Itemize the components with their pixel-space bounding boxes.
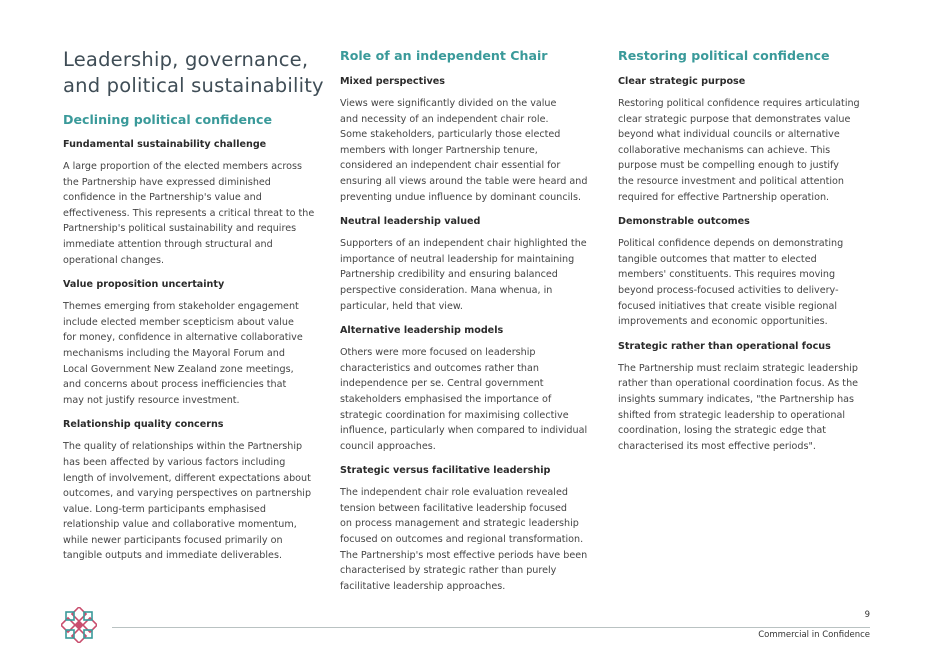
paragraph-fundamental-sustainability-challenge: A large proportion of the elected members across the Partnership have expressed diminished confidence in the Partnership's value and effectiveness. This represents a critical threat to the Partnership's political sustainability and requires immediate attention through structural and operational changes. [63, 161, 315, 266]
column-1 [63, 44, 325, 573]
paragraph-clear-strategic-purpose: Restoring political confidence requires articulating clear strategic purpose that demonstrates value beyond what individual councils or alternative collaborative mechanisms can achieve. This purpose must be compelling enough to justify the resource investment and political attention required for effective Partnership operation. [618, 98, 860, 203]
paragraph-demonstrable-outcomes: Political confidence depends on demonstrating tangible outcomes that matter to elected members' constituents. This requires moving beyond process-focused activities to delivery- focused initiatives that create visible regional improvements and economic opportunities. [618, 238, 844, 328]
section-heading-restoring-political-confidence: Restoring political confidence [618, 48, 830, 63]
paragraph-mixed-perspectives: Views were significantly divided on the value and necessity of an independent chair role. Some stakeholders, particularly those elected members with longer Partnership tenure, considered an independent chair essential for ensuring all views around the table were heard and preventing undue influence by dominant councils. [340, 98, 588, 203]
paragraph-strategic-versus-facilitative-leadership: The independent chair role evaluation revealed tension between facilitative leadership focused on process management and strategic leadership focused on outcomes and regional transformation. The Partnership's most effective periods have been characterised by strategic rather than purely facilitative leadership approaches. [340, 487, 588, 592]
subheading-value-proposition-uncertainty: Value proposition uncertainty [63, 279, 225, 291]
paragraph-alternative-leadership-models: Others were more focused on leadership characteristics and outcomes rather than independence per se. Central government stakeholders emphasised the importance of strategic coordination for maximising collective influence, particularly when compared to individual council approaches. [340, 347, 588, 452]
paragraph-strategic-rather-than-operational-focus: The Partnership must reclaim strategic leadership rather than operational coordination focus. As the insights summary indicates, "the Partnership has shifted from strategic leadership to operational coordination, losing the strategic edge that characterised its most effective periods". [618, 362, 859, 452]
logo-mark [61, 607, 97, 643]
logo-icon [61, 607, 97, 643]
subheading-clear-strategic-purpose: Clear strategic purpose [618, 76, 746, 87]
page-title: Leadership, governance, and political sustainability [63, 48, 324, 97]
column-3 [618, 44, 880, 463]
page-number: 9 [864, 610, 870, 620]
section-heading-declining-political-confidence: Declining political confidence [63, 112, 272, 127]
subheading-strategic-versus-facilitative-leadership: Strategic versus facilitative leadership [340, 465, 551, 477]
subheading-mixed-perspectives: Mixed perspectives [340, 76, 445, 87]
paragraph-neutral-leadership-valued: Supporters of an independent chair highlighted the importance of neutral leadership for maintaining Partnership credibility and ensuring balanced perspective consideration. Mana whenua, in particular, held that view. [340, 238, 587, 312]
subheading-neutral-leadership-valued: Neutral leadership valued [340, 216, 481, 228]
subheading-relationship-quality-concerns: Relationship quality concerns [63, 419, 224, 431]
section-heading-role-of-independent-chair: Role of an independent Chair [340, 48, 548, 63]
subheading-fundamental-sustainability-challenge: Fundamental sustainability challenge [63, 139, 267, 150]
subheading-demonstrable-outcomes: Demonstrable outcomes [618, 216, 750, 228]
subheading-alternative-leadership-models: Alternative leadership models [340, 325, 504, 337]
column-2 [340, 44, 600, 603]
paragraph-value-proposition-uncertainty: Themes emerging from stakeholder engagement include elected member scepticism about value for money, confidence in alternative collaborative mechanisms including the Mayoral Forum and Local Government New Zealand zone meetings, and concerns about process inefficiencies that may not justify resource investment. [63, 301, 303, 406]
subheading-strategic-rather-than-operational-focus: Strategic rather than operational focus [618, 340, 831, 352]
paragraph-relationship-quality-concerns: The quality of relationships within the Partnership has been affected by various factors including length of involvement, different expectations about outcomes, and varying perspectives on partnership value. Long-term participants emphasised relationship value and collaborative momentum, while newer participants focused primarily on tangible outputs and immediate deliverables. [63, 441, 312, 562]
confidentiality-note: Commercial in Confidence [758, 630, 870, 640]
footer-divider [112, 627, 870, 628]
